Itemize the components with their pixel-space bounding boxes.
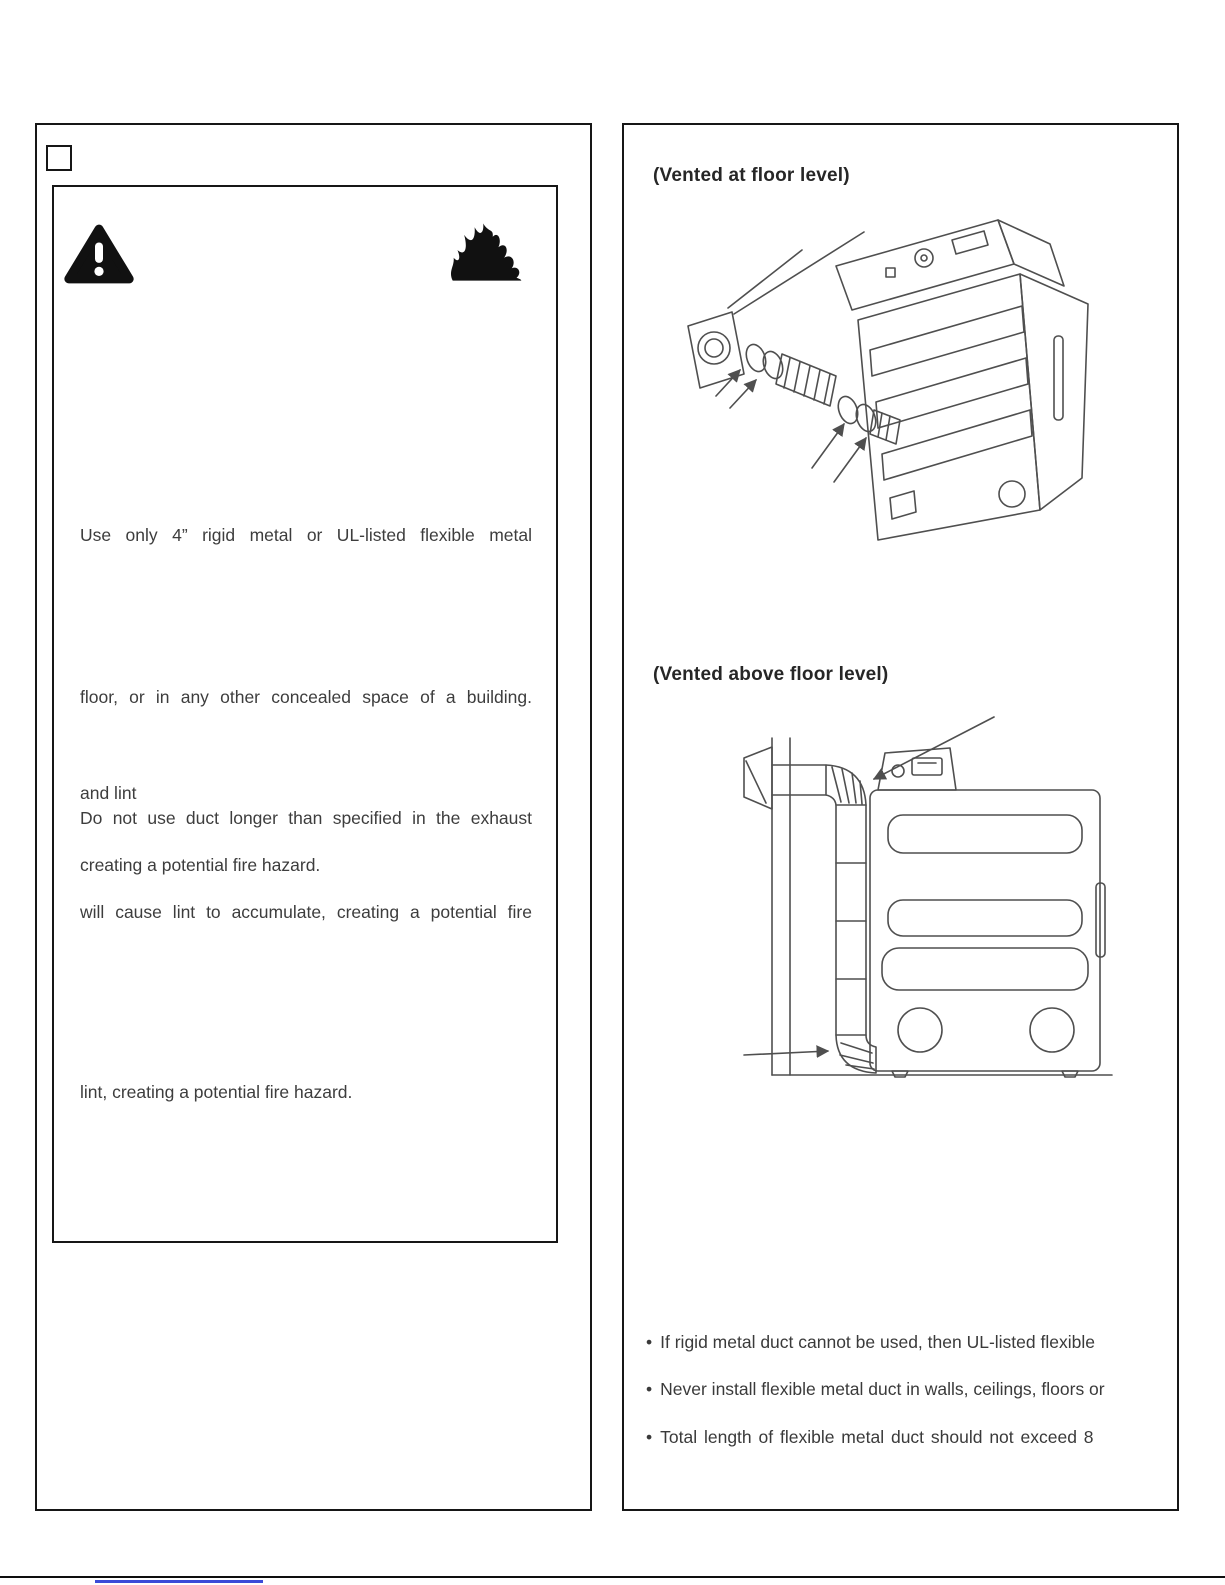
bullet-item [646, 1330, 1142, 1354]
warning-text-line: and lint [80, 783, 137, 803]
venting-section-box [622, 123, 1179, 1511]
flexible-metal-duct [776, 354, 836, 406]
page-bottom-rule [0, 1576, 1225, 1578]
bullet-item [646, 1425, 1142, 1449]
warning-text-line: Do not use duct longer than specified in the exhaust [80, 808, 532, 828]
wall-duct [772, 765, 826, 795]
warning-text-line: Use only 4” rigid metal or UL-listed flexible metal [80, 525, 532, 545]
warning-section-box [35, 123, 592, 1511]
bullet-icon: • [646, 1332, 653, 1352]
bullet-text: Never install flexible metal duct in walls, ceilings, floors or [660, 1379, 1105, 1399]
exterior-vent-hood [744, 747, 772, 809]
warning-triangle-icon [63, 222, 135, 286]
warning-text-line: lint, creating a potential fire hazard. [80, 1082, 353, 1102]
bullet-icon: • [646, 1427, 653, 1447]
warning-text-line: creating a potential fire hazard. [80, 855, 321, 875]
vertical-duct [836, 805, 866, 1035]
pointer-lines [728, 232, 864, 314]
dryer-perspective [836, 220, 1088, 540]
fire-flames-icon [447, 220, 527, 286]
vented-above-floor-level-illustration [742, 703, 1122, 1098]
section-checkbox [46, 145, 72, 171]
heading-vented-above-floor-level: (Vented above floor level) [653, 664, 889, 685]
heading-vented-at-floor-level: (Vented at floor level) [653, 165, 850, 186]
wall-exhaust-plate [688, 312, 744, 388]
warning-text-line: floor, or in any other concealed space of a building. [80, 687, 532, 707]
top-elbow [826, 765, 866, 805]
warning-text-line: will cause lint to accumulate, creating a potential fire [80, 902, 532, 922]
warning-inner-box [52, 185, 558, 1243]
bullet-icon: • [646, 1379, 653, 1399]
bullet-text: If rigid metal duct cannot be used, then UL-listed flexible [660, 1332, 1095, 1352]
callout-arrows [716, 370, 866, 482]
vented-at-floor-level-illustration [652, 198, 1122, 558]
dryer-side-view [870, 748, 1105, 1077]
bullet-item [646, 1377, 1142, 1401]
footer-link-underline[interactable] [95, 1580, 263, 1583]
callout-arrows [744, 717, 994, 1055]
bullet-text: Total length of flexible metal duct should not exceed 8 [660, 1427, 1094, 1447]
